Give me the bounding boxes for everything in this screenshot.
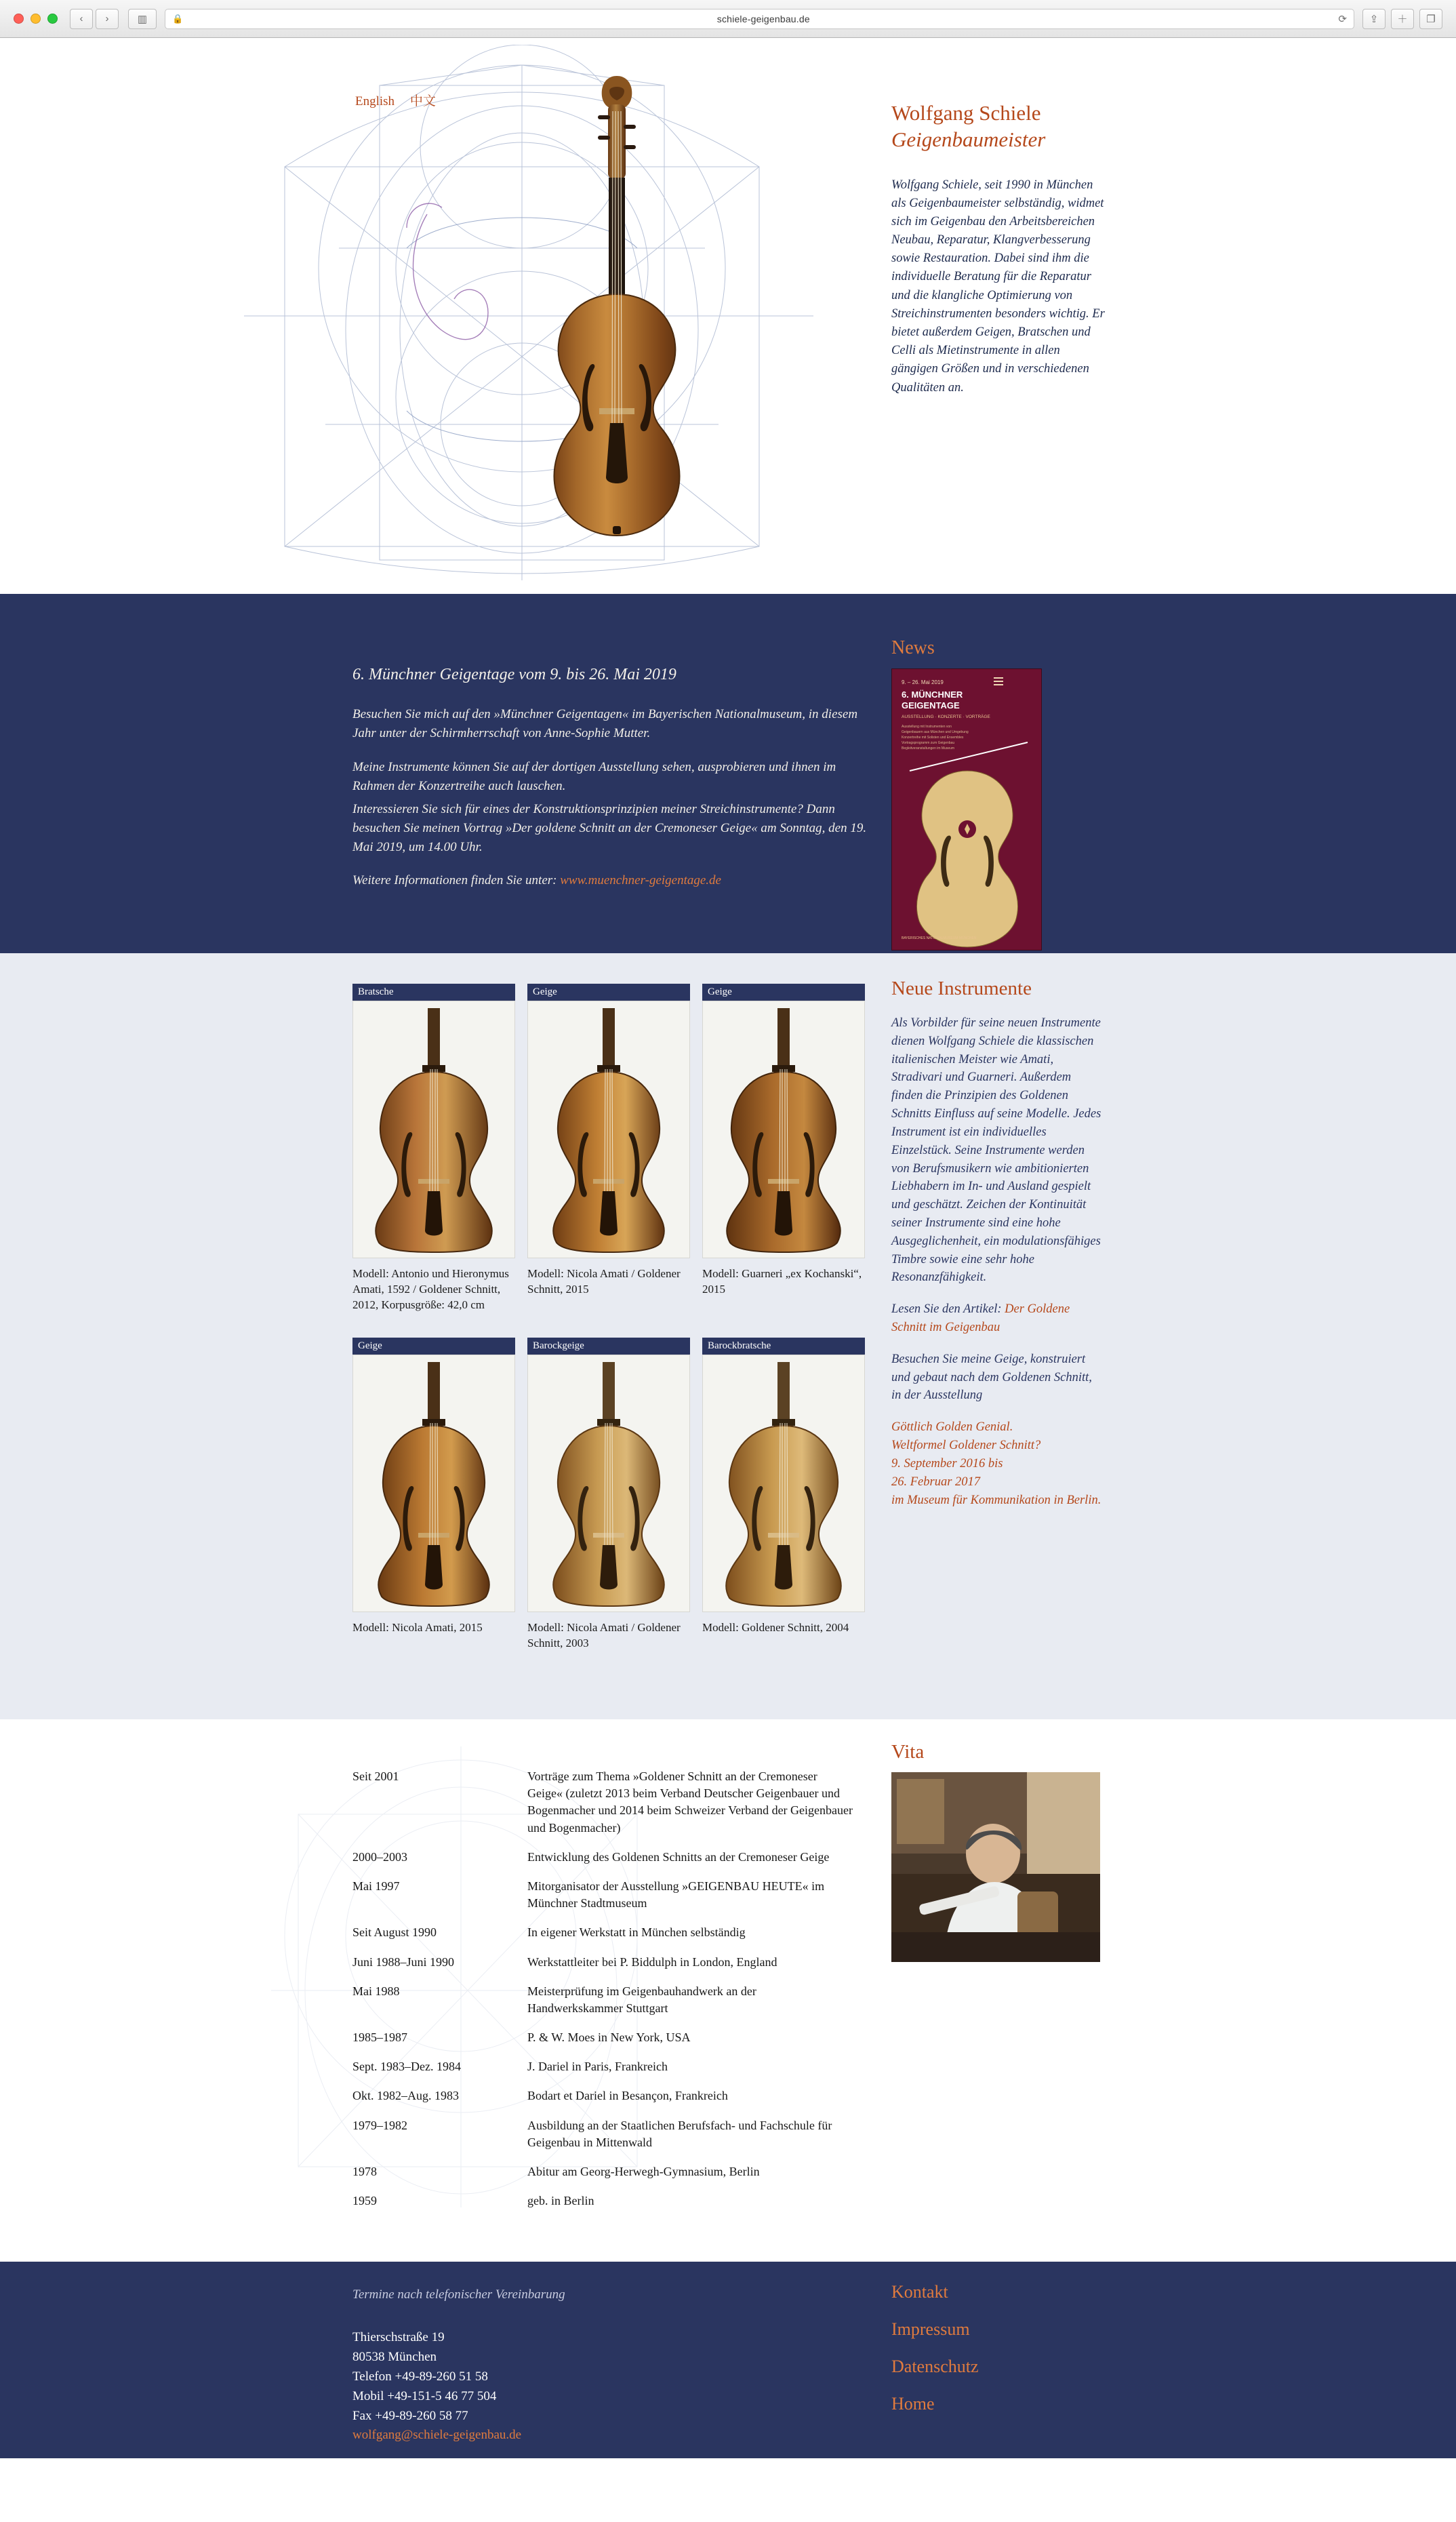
vita-year: Seit 2001 — [352, 1769, 399, 1783]
vita-year: Mai 1997 — [352, 1879, 400, 1893]
page-title — [891, 100, 1108, 153]
new-tab-icon[interactable]: ＋ — [1391, 9, 1414, 29]
instrument-photo[interactable] — [352, 1355, 515, 1612]
footer-link-home[interactable]: Home — [891, 2394, 935, 2414]
email-link[interactable]: wolfgang@schiele-geigenbau.de — [352, 2428, 522, 2443]
instrument-row-1 — [352, 984, 868, 1313]
vita-entry — [352, 2087, 854, 2104]
hero-intro — [891, 100, 1108, 397]
violin-photo — [515, 71, 719, 545]
instrument-card[interactable] — [352, 984, 515, 1313]
instruments-text — [891, 1014, 1101, 1523]
page-content — [0, 38, 1456, 2458]
instruments-visit-paragraph: Besuchen Sie meine Geige, konstruiert und gebaut nach dem Goldenen Schnitt, in der Ausstellung — [891, 1352, 1092, 1403]
instrument-type-label: Geige — [352, 1338, 515, 1355]
vita-description: Werkstattleiter bei P. Biddulph in London, England — [527, 1955, 777, 1969]
vita-year: Seit August 1990 — [352, 1925, 437, 1940]
news-paragraph-3: Interessieren Sie sich für eines der Konstruktionsprinzipien meiner Streichinstrumente? Dann besuchen Sie meinen Vortrag »Der goldene Schnitt an der Cremoneser Geige« am Sonntag, den 19. Mai 2019, um 14.00 Uhr. — [352, 801, 867, 854]
vita-year: 1979–1982 — [352, 2118, 407, 2132]
vita-description: Vorträge zum Thema »Goldener Schnitt an der Cremoneser Geige« (zuletzt 2013 beim Verband Deutscher Geigenbauer und Bogenmacher und 2014 beim Schweizer Verband der Geigenbauer und Bogenmacher) — [527, 1769, 853, 1835]
exhibition-line-5: im Museum für Kommunikation in Berlin. — [891, 1493, 1101, 1507]
instrument-photo[interactable] — [702, 1355, 865, 1612]
zoom-window-button[interactable] — [47, 14, 58, 24]
language-link-english[interactable]: English — [355, 94, 395, 108]
appointment-note: Termine nach telefonischer Vereinbarung — [352, 2287, 565, 2302]
instrument-photo[interactable] — [702, 1001, 865, 1258]
exhibition-line-4: 26. Februar 2017 — [891, 1475, 981, 1489]
vita-entry — [352, 1983, 854, 2017]
contact-address — [352, 2328, 521, 2445]
svg-text:9. – 26. Mai 2019: 9. – 26. Mai 2019 — [902, 679, 944, 685]
vita-description: P. & W. Moes in New York, USA — [527, 2030, 691, 2045]
svg-text:AUSSTELLUNG · KONZERTE · VORTR: AUSSTELLUNG · KONZERTE · VORTRÄGE — [902, 715, 990, 719]
instrument-type-label: Bratsche — [352, 984, 515, 1001]
instrument-caption: Modell: Guarneri „ex Kochanski“, 2015 — [702, 1267, 862, 1296]
vita-year: 1985–1987 — [352, 2030, 407, 2045]
vita-year: Okt. 1982–Aug. 1983 — [352, 2089, 459, 2103]
instrument-photo[interactable] — [527, 1001, 690, 1258]
phone-number: Telefon +49-89-260 51 58 — [352, 2369, 488, 2384]
vita-description: Mitorganisator der Ausstellung »GEIGENBAU HEUTE« im Münchner Stadtmuseum — [527, 1879, 825, 1910]
instrument-card[interactable] — [352, 1338, 515, 1652]
article-prefix: Lesen Sie den Artikel: — [891, 1302, 1005, 1317]
address-city: 80538 München — [352, 2349, 437, 2364]
instrument-caption: Modell: Nicola Amati, 2015 — [352, 1620, 483, 1634]
instrument-type-label: Barockbratsche — [702, 1338, 865, 1355]
footer-navigation[interactable] — [891, 2282, 979, 2431]
language-link-chinese[interactable]: 中文 — [409, 94, 436, 108]
exhibition-line-3: 9. September 2016 bis — [891, 1456, 1003, 1470]
instrument-caption: Modell: Nicola Amati / Goldener Schnitt, 2003 — [527, 1620, 681, 1649]
share-icon[interactable]: ⇪ — [1362, 9, 1386, 29]
owner-profession: Geigenbaumeister — [891, 127, 1046, 151]
hero-section — [0, 38, 1456, 594]
show-all-tabs-icon[interactable]: ❐ — [1419, 9, 1442, 29]
footer-link-kontakt[interactable]: Kontakt — [891, 2282, 948, 2302]
news-body — [352, 705, 874, 905]
vita-entry — [352, 1954, 854, 1971]
vita-entry — [352, 1768, 854, 1837]
exhibition-details — [891, 1418, 1101, 1509]
fax-number: Fax +49-89-260 58 77 — [352, 2408, 468, 2423]
instruments-article-line — [891, 1300, 1101, 1337]
svg-text:BAYERISCHES NATIONALMUSEUM MÜN: BAYERISCHES NATIONALMUSEUM MÜNCHEN — [902, 936, 977, 940]
instrument-row-2 — [352, 1338, 868, 1652]
vita-description: Bodart et Dariel in Besançon, Frankreich — [527, 2089, 728, 2103]
svg-text:GEIGENTAGE: GEIGENTAGE — [902, 700, 960, 710]
address-bar[interactable] — [165, 9, 1354, 29]
svg-text:Begleitveranstaltungen im Muse: Begleitveranstaltungen im Museum — [902, 746, 955, 750]
close-window-button[interactable] — [14, 14, 24, 24]
instrument-type-label: Barockgeige — [527, 1338, 690, 1355]
vita-year: Juni 1988–Juni 1990 — [352, 1955, 455, 1969]
instrument-card[interactable] — [527, 1338, 690, 1652]
vita-entry — [352, 2029, 854, 2046]
news-paragraph-2: Meine Instrumente können Sie auf der dortigen Ausstellung sehen, ausprobieren und ihnen im Rahmen der Konzertreihe auch lauschen. — [352, 759, 836, 793]
vita-year: 1978 — [352, 2165, 377, 2178]
news-link-prefix: Weitere Informationen finden Sie unter: — [352, 873, 561, 888]
instrument-type-label: Geige — [527, 984, 690, 1001]
instrument-caption: Modell: Antonio und Hieronymus Amati, 1592 / Goldener Schnitt, 2012, Korpusgröße: 42,0 cm — [352, 1267, 509, 1311]
vita-description: Abitur am Georg-Herwegh-Gymnasium, Berlin — [527, 2165, 760, 2178]
instrument-caption: Modell: Goldener Schnitt, 2004 — [702, 1620, 849, 1634]
instruments-heading: Neue Instrumente — [891, 978, 1032, 999]
vita-year: 2000–2003 — [352, 1849, 407, 1864]
news-paragraph-1: Besuchen Sie mich auf den »Münchner Geigentagen« im Bayerischen Nationalmuseum, in diesem Jahr unter der Schirmherrschaft von Anne-Sophie Mutter. — [352, 707, 858, 740]
navigation-buttons[interactable] — [70, 9, 119, 29]
article-link[interactable]: Der Goldene Schnitt im Geigenbau — [891, 1302, 1070, 1334]
sidebar-icon[interactable]: ▥ — [128, 9, 157, 29]
vita-entry — [352, 2058, 854, 2075]
forward-arrow-icon[interactable]: › — [96, 9, 119, 29]
svg-text:Konzertreihe mit Solisten und: Konzertreihe mit Solisten und Ensembles — [902, 736, 964, 740]
vita-year: Mai 1988 — [352, 1984, 400, 1998]
minimize-window-button[interactable] — [31, 14, 41, 24]
svg-text:Geigenbauern aus München und U: Geigenbauern aus München und Umgebung — [902, 730, 969, 734]
url-text: schiele-geigenbau.de — [716, 13, 810, 24]
window-controls[interactable] — [14, 14, 58, 24]
hero-paragraph: Wolfgang Schiele, seit 1990 in München als Geigenbaumeister selbständig, widmet sich im Geigenbau den Arbeitsbereichen Neubau, Reparatur, Klangverbesserung sowie Restauration. Dabei sind ihm die individuelle Beratung für die Reparatur und die klangliche Optimierung von Streichinstrumenten besonders wichtig. Er bietet außerdem Geigen, Bratschen und Celli als Mietinstrumente in allen gängigen Größen und in verschiedenen Qualitäten an. — [891, 178, 1105, 395]
exhibition-line-2: Weltformel Goldener Schnitt? — [891, 1439, 1041, 1453]
address-street: Thierschstraße 19 — [352, 2330, 445, 2344]
news-poster[interactable] — [891, 668, 1042, 950]
mobile-number: Mobil +49-151-5 46 77 504 — [352, 2388, 497, 2403]
svg-text:Ausstellung mit Instrumenten v: Ausstellung mit Instrumenten von — [902, 725, 952, 729]
instruments-paragraph-1: Als Vorbilder für seine neuen Instrumente dienen Wolfgang Schiele die klassischen italienischen Meister wie Amati, Stradivari und Guarneri. Außerdem finden die Prinzipien des Goldenen Schnitts Einfluss auf seine Modelle. Jedes Instrument ist ein individuelles Einzelstück. Seine Instrumente werden von Berufsmusikern wie ambitionierten Liebhabern im In- und Ausland gespielt und geschätzt. Zeichen der Kontinuität seiner Instrumente sind eine hohe Ausgeglichenheit, ein modulationsfähiges Timbre sowie eine sehr hohe Resonanzfähigkeit. — [891, 1016, 1101, 1285]
svg-text:6. MÜNCHNER: 6. MÜNCHNER — [902, 689, 963, 700]
instrument-caption: Modell: Nicola Amati / Goldener Schnitt, 2015 — [527, 1267, 681, 1296]
instrument-photo[interactable] — [352, 1001, 515, 1258]
vita-description: geb. in Berlin — [527, 2194, 594, 2208]
vita-section — [0, 1719, 1456, 2262]
instrument-type-label: Geige — [702, 984, 865, 1001]
vita-description: In eigener Werkstatt in München selbständig — [527, 1925, 746, 1940]
vita-year: Sept. 1983–Dez. 1984 — [352, 2060, 461, 2074]
vita-entry — [352, 2117, 854, 2151]
instrument-card[interactable] — [527, 984, 690, 1313]
language-switcher[interactable] — [355, 91, 448, 109]
news-paragraph-4 — [352, 871, 874, 890]
vita-description: Meisterprüfung im Geigenbauhandwerk an der Handwerkskammer Stuttgart — [527, 1984, 756, 2015]
exhibition-line-1: Göttlich Golden Genial. — [891, 1420, 1013, 1435]
reload-icon[interactable]: ⟳ — [1338, 13, 1347, 25]
vita-description: J. Dariel in Paris, Frankreich — [527, 2060, 668, 2074]
footer-link-datenschutz[interactable]: Datenschutz — [891, 2357, 979, 2376]
vita-heading: Vita — [891, 1741, 925, 1763]
news-title: 6. Münchner Geigentage vom 9. bis 26. Mai 2019 — [352, 666, 676, 683]
vita-year: 1959 — [352, 2194, 377, 2208]
instrument-photo[interactable] — [527, 1355, 690, 1612]
vita-description: Entwicklung des Goldenen Schnitts an der Cremoneser Geige — [527, 1849, 830, 1864]
instrument-card[interactable] — [702, 984, 865, 1313]
vita-entry — [352, 1878, 854, 1912]
news-section — [0, 594, 1456, 953]
footer-section — [0, 2262, 1456, 2458]
instrument-card[interactable] — [702, 1338, 865, 1652]
vita-entry — [352, 1924, 854, 1941]
news-heading: News — [891, 637, 935, 658]
workshop-portrait-photo — [891, 1772, 1100, 1962]
footer-link-impressum[interactable]: Impressum — [891, 2319, 970, 2339]
vita-timeline — [352, 1768, 854, 2222]
instrument-gallery — [352, 984, 868, 1652]
vita-entry — [352, 1849, 854, 1866]
browser-toolbar — [0, 0, 1456, 38]
toolbar-right-buttons[interactable] — [1362, 9, 1442, 29]
vita-description: Ausbildung an der Staatlichen Berufsfach- und Fachschule für Geigenbau in Mittenwald — [527, 2118, 832, 2149]
new-instruments-section — [0, 953, 1456, 1719]
lock-icon: 🔒 — [172, 13, 184, 24]
news-external-link[interactable]: www.muenchner-geigentage.de — [560, 873, 721, 888]
vita-entry — [352, 2193, 854, 2209]
svg-text:Vortragsprogramm zum Geigenbau: Vortragsprogramm zum Geigenbau — [902, 741, 955, 745]
back-arrow-icon[interactable]: ‹ — [70, 9, 93, 29]
owner-name: Wolfgang Schiele — [891, 101, 1041, 125]
vita-entry — [352, 2163, 854, 2180]
